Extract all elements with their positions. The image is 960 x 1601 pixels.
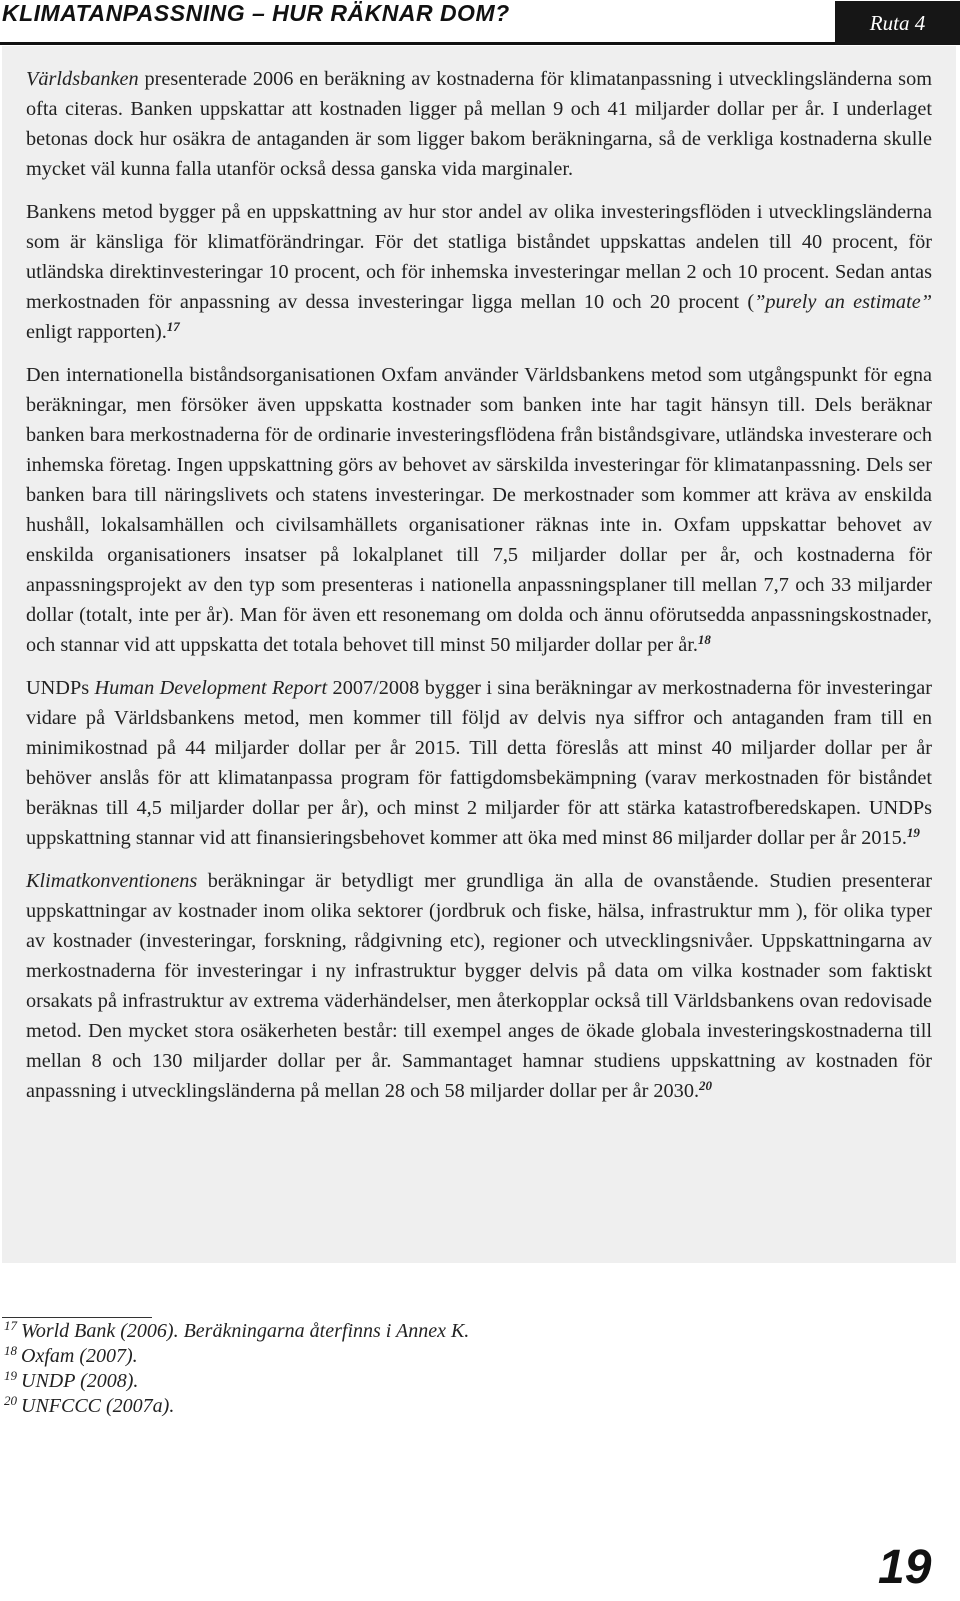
footnote-number: 19: [4, 1368, 17, 1383]
fact-box: [2, 46, 956, 1263]
paragraph-oxfam: [26, 360, 932, 660]
paragraph-text-start: UNDPs: [26, 677, 95, 699]
footnote-number: 20: [4, 1393, 17, 1408]
footnote: [4, 1344, 704, 1369]
italic-term: Klimatkonventionens: [26, 870, 198, 892]
italic-title: Human Development Report: [94, 677, 328, 699]
paragraph-climate-convention: [26, 866, 932, 1106]
box-title: KLIMATANPASSNING – HUR RÄKNAR DOM?: [2, 0, 510, 26]
footnote: [4, 1394, 704, 1419]
paragraph-method: [26, 197, 932, 347]
footnote-text: UNFCCC (2007a).: [21, 1395, 175, 1417]
footnote-ref[interactable]: 19: [906, 825, 920, 840]
page-number: 19: [878, 1541, 932, 1594]
footnote-number: 17: [4, 1318, 17, 1333]
paragraph-undp: [26, 673, 932, 853]
box-label-tag: Ruta 4: [835, 1, 960, 45]
footnote-ref[interactable]: 18: [697, 632, 711, 647]
footnotes: [4, 1319, 704, 1419]
footnote-text: Oxfam (2007).: [21, 1345, 138, 1367]
footnote: [4, 1319, 704, 1344]
paragraph-text: 2007/2008 bygger i sina beräkningar av merkostnaderna för investeringar vidare på Världsbankens metod, men kommer till följd av delvis nya siffror och antaganden fram till en minimikostnad på 44 miljarder dollar per år 2015. Till detta föreslås att minst 40 miljarder dollar per år behöver anslås för att klimatanpassa program för fattigdomsbekämpning (varav merkostnaden för biståndet beräknas till 4,5 miljarder dollar per år), och minst 2 miljarder för att stärka katastrofberedskapen. UNDPs uppskattning stannar vid att finansieringsbehovet kommer att öka med minst 86 miljarder dollar per år 2015.: [26, 677, 932, 849]
header-rule: [0, 42, 958, 45]
paragraph-world-bank: [26, 64, 932, 184]
paragraph-text: Den internationella biståndsorganisationen Oxfam använder Världsbankens metod som utgångspunkt för egna beräkningar, men försöker även uppskatta kostnader som banken inte har tagit hänsyn till. Dels beräknar banken bara merkostnaderna för de ordinarie investeringsflödena från biståndsgivare, utländska investerare och inhemska företag. Ingen uppskattning görs av behovet av särskilda investeringar för klimatanpassning. Dels ser banken bara till näringslivets och statens investeringar. De merkostnader som kommer att kräva av enskilda hushåll, lokalsamhällen och civilsamhällets organisationer räknas inte in. Oxfam uppskattar behovet av enskilda organisationers insatser på lokalplanet till 7,5 miljarder dollar per år, och kostnaderna för anpassningsprojekt av den typ som presenteras i nationella anpassningsplaner till mellan 7,7 och 33 miljarder dollar (totalt, inte per år). Man för även ett resonemang om dolda och ännu oförutsedda anpassningskostnader, och stannar vid att uppskatta det totala behovet till minst 50 miljarder dollar per år.: [26, 364, 932, 656]
italic-quote: ”purely an estimate”: [754, 291, 932, 313]
footnote-divider: [2, 1317, 152, 1318]
footnote: [4, 1369, 704, 1394]
paragraph-text: presenterade 2006 en beräkning av kostnaderna för klimatanpassning i utvecklingsländerna som ofta citeras. Banken uppskattar att kostnaden ligger på mellan 9 och 41 miljarder dollar per år. I underlaget betonas dock hur osäkra de antaganden är som ligger bakom beräkningarna, så de verkliga kostnaderna skulle mycket väl kunna falla utanför också dessa ganska vida marginaler.: [26, 68, 932, 180]
footnote-number: 18: [4, 1343, 17, 1358]
footnote-text: UNDP (2008).: [21, 1370, 139, 1392]
paragraph-text: beräkningar är betydligt mer grundliga än alla de ovanstående. Studien presenterar uppskattningar av kostnader inom olika sektorer (jordbruk och fiske, hälsa, infrastruktur mm ), för olika typer av kostnader (investeringar, forskning, rådgivning etc), regioner och utvecklingsnivåer. Uppskattningarna av merkostnaderna för investeringar i ny infrastruktur bygger delvis på data om vilka kostnader som faktiskt orsakats på infrastruktur av extrema väderhändelser, men återkopplar också till Världsbankens ovan redovisade metod. Den mycket stora osäkerheten består: till exempel anges de ökade globala investeringskostnaderna till mellan 8 och 130 miljarder dollar per år. Sammantaget hamnar studiens uppskattning av kostnaden för anpassning i utvecklingsländerna på mellan 28 och 58 miljarder dollar per år 2030.: [26, 870, 932, 1102]
footnote-ref[interactable]: 20: [699, 1078, 713, 1093]
paragraph-text: Bankens metod bygger på en uppskattning av hur stor andel av olika investeringsflöden i utvecklingsländerna som är känsliga för klimatförändringar. För det statliga biståndet uppskattas andelen till 40 procent, för utländska direktinvesteringar 10 procent, och för inhemska investeringar mellan 2 och 10 procent. Sedan antas merkostnaden för anpassning av dessa investeringar ligga mellan 10 och 20 procent (: [26, 201, 932, 313]
box-header: [0, 0, 960, 46]
italic-term: Världsbanken: [26, 68, 139, 90]
footnote-ref[interactable]: 17: [166, 319, 180, 334]
footnote-text: World Bank (2006). Beräkningarna återfinns i Annex K.: [21, 1320, 470, 1342]
paragraph-text-end: enligt rapporten).: [26, 321, 167, 343]
